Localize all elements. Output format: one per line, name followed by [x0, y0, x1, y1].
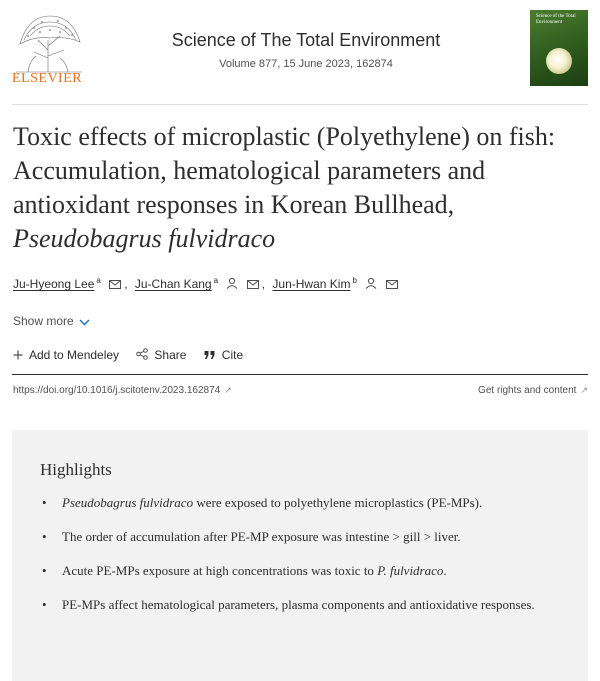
cite-button[interactable]	[204, 348, 243, 363]
author-separator: ,	[124, 277, 128, 291]
affiliation-marker-1[interactable]: a	[96, 276, 101, 285]
cite-label: Cite	[221, 348, 244, 362]
highlights-heading: Highlights	[40, 460, 112, 479]
cover-title: Science of the Total Environment	[536, 14, 576, 25]
highlight-item	[40, 492, 540, 513]
author-link-1[interactable]: Ju-Hyeong Lee	[13, 277, 95, 291]
highlight-species: Pseudobagrus fulvidraco	[62, 495, 194, 510]
highlight-item	[40, 594, 540, 615]
author-list	[13, 276, 398, 292]
external-link-icon: ↗	[580, 385, 588, 395]
article-title-main: Toxic effects of microplastic (Polyethylene) on fish: Accumulation, hematological parameters and antioxidant responses in Korean Bullhead,	[13, 122, 556, 219]
article-actions	[13, 348, 257, 363]
article-title-species: Pseudobagrus fulvidraco	[13, 224, 276, 253]
quote-icon	[204, 349, 216, 363]
volume-info[interactable]: Volume 877, 15 June 2023, 162874	[219, 58, 393, 70]
doi-text: https://doi.org/10.1016/j.scitotenv.2023.162874	[13, 385, 221, 396]
share-button[interactable]	[136, 348, 186, 363]
mail-icon[interactable]	[386, 278, 398, 292]
highlight-text: PE-MPs affect hematological parameters, plasma components and antioxidative responses.	[62, 597, 535, 612]
share-icon	[136, 348, 148, 363]
affiliation-marker-2[interactable]: a	[213, 276, 219, 285]
doi-divider	[12, 374, 588, 375]
highlight-tail: .	[443, 563, 447, 578]
journal-cover-image[interactable]	[530, 10, 588, 86]
highlight-text: were exposed to polyethylene microplastics (PE-MPs).	[193, 495, 483, 510]
add-to-mendeley-button[interactable]	[13, 348, 119, 363]
doi-link[interactable]	[13, 385, 232, 396]
external-link-icon: ↗	[224, 385, 232, 395]
author-link-2[interactable]: Ju-Chan Kang	[134, 277, 212, 291]
mendeley-label: Add to Mendeley	[29, 348, 120, 362]
rights-text: Get rights and content	[478, 385, 577, 396]
show-more-label: Show more	[13, 314, 74, 328]
highlight-item	[40, 526, 540, 547]
author-separator: ,	[261, 277, 266, 291]
journal-title-link[interactable]: Science of The Total Environment	[171, 30, 441, 50]
person-icon[interactable]	[226, 277, 238, 292]
highlight-text: Acute PE-MPs exposure at high concentrations was toxic to	[62, 563, 378, 578]
journal-header	[0, 0, 600, 100]
share-label: Share	[154, 348, 187, 362]
cover-artwork	[546, 48, 572, 74]
highlights-panel	[12, 430, 588, 681]
get-rights-link[interactable]	[478, 385, 588, 396]
publisher-name: ELSEVIER	[12, 71, 83, 86]
affiliation-marker-3[interactable]: b	[352, 276, 357, 285]
highlights-list	[40, 492, 540, 628]
article-title	[13, 120, 589, 256]
person-icon[interactable]	[365, 277, 377, 292]
header-divider	[12, 104, 588, 105]
show-more-button[interactable]	[13, 314, 90, 329]
highlight-species: P. fulvidraco	[377, 563, 444, 578]
mail-icon[interactable]	[109, 278, 121, 292]
author-link-3[interactable]: Jun-Hwan Kim	[272, 277, 351, 291]
highlight-text: The order of accumulation after PE-MP exposure was intestine > gill > liver.	[62, 529, 461, 544]
highlight-item	[40, 560, 540, 581]
chevron-down-icon	[79, 315, 90, 329]
mail-icon[interactable]	[247, 278, 259, 292]
plus-icon	[13, 349, 23, 363]
